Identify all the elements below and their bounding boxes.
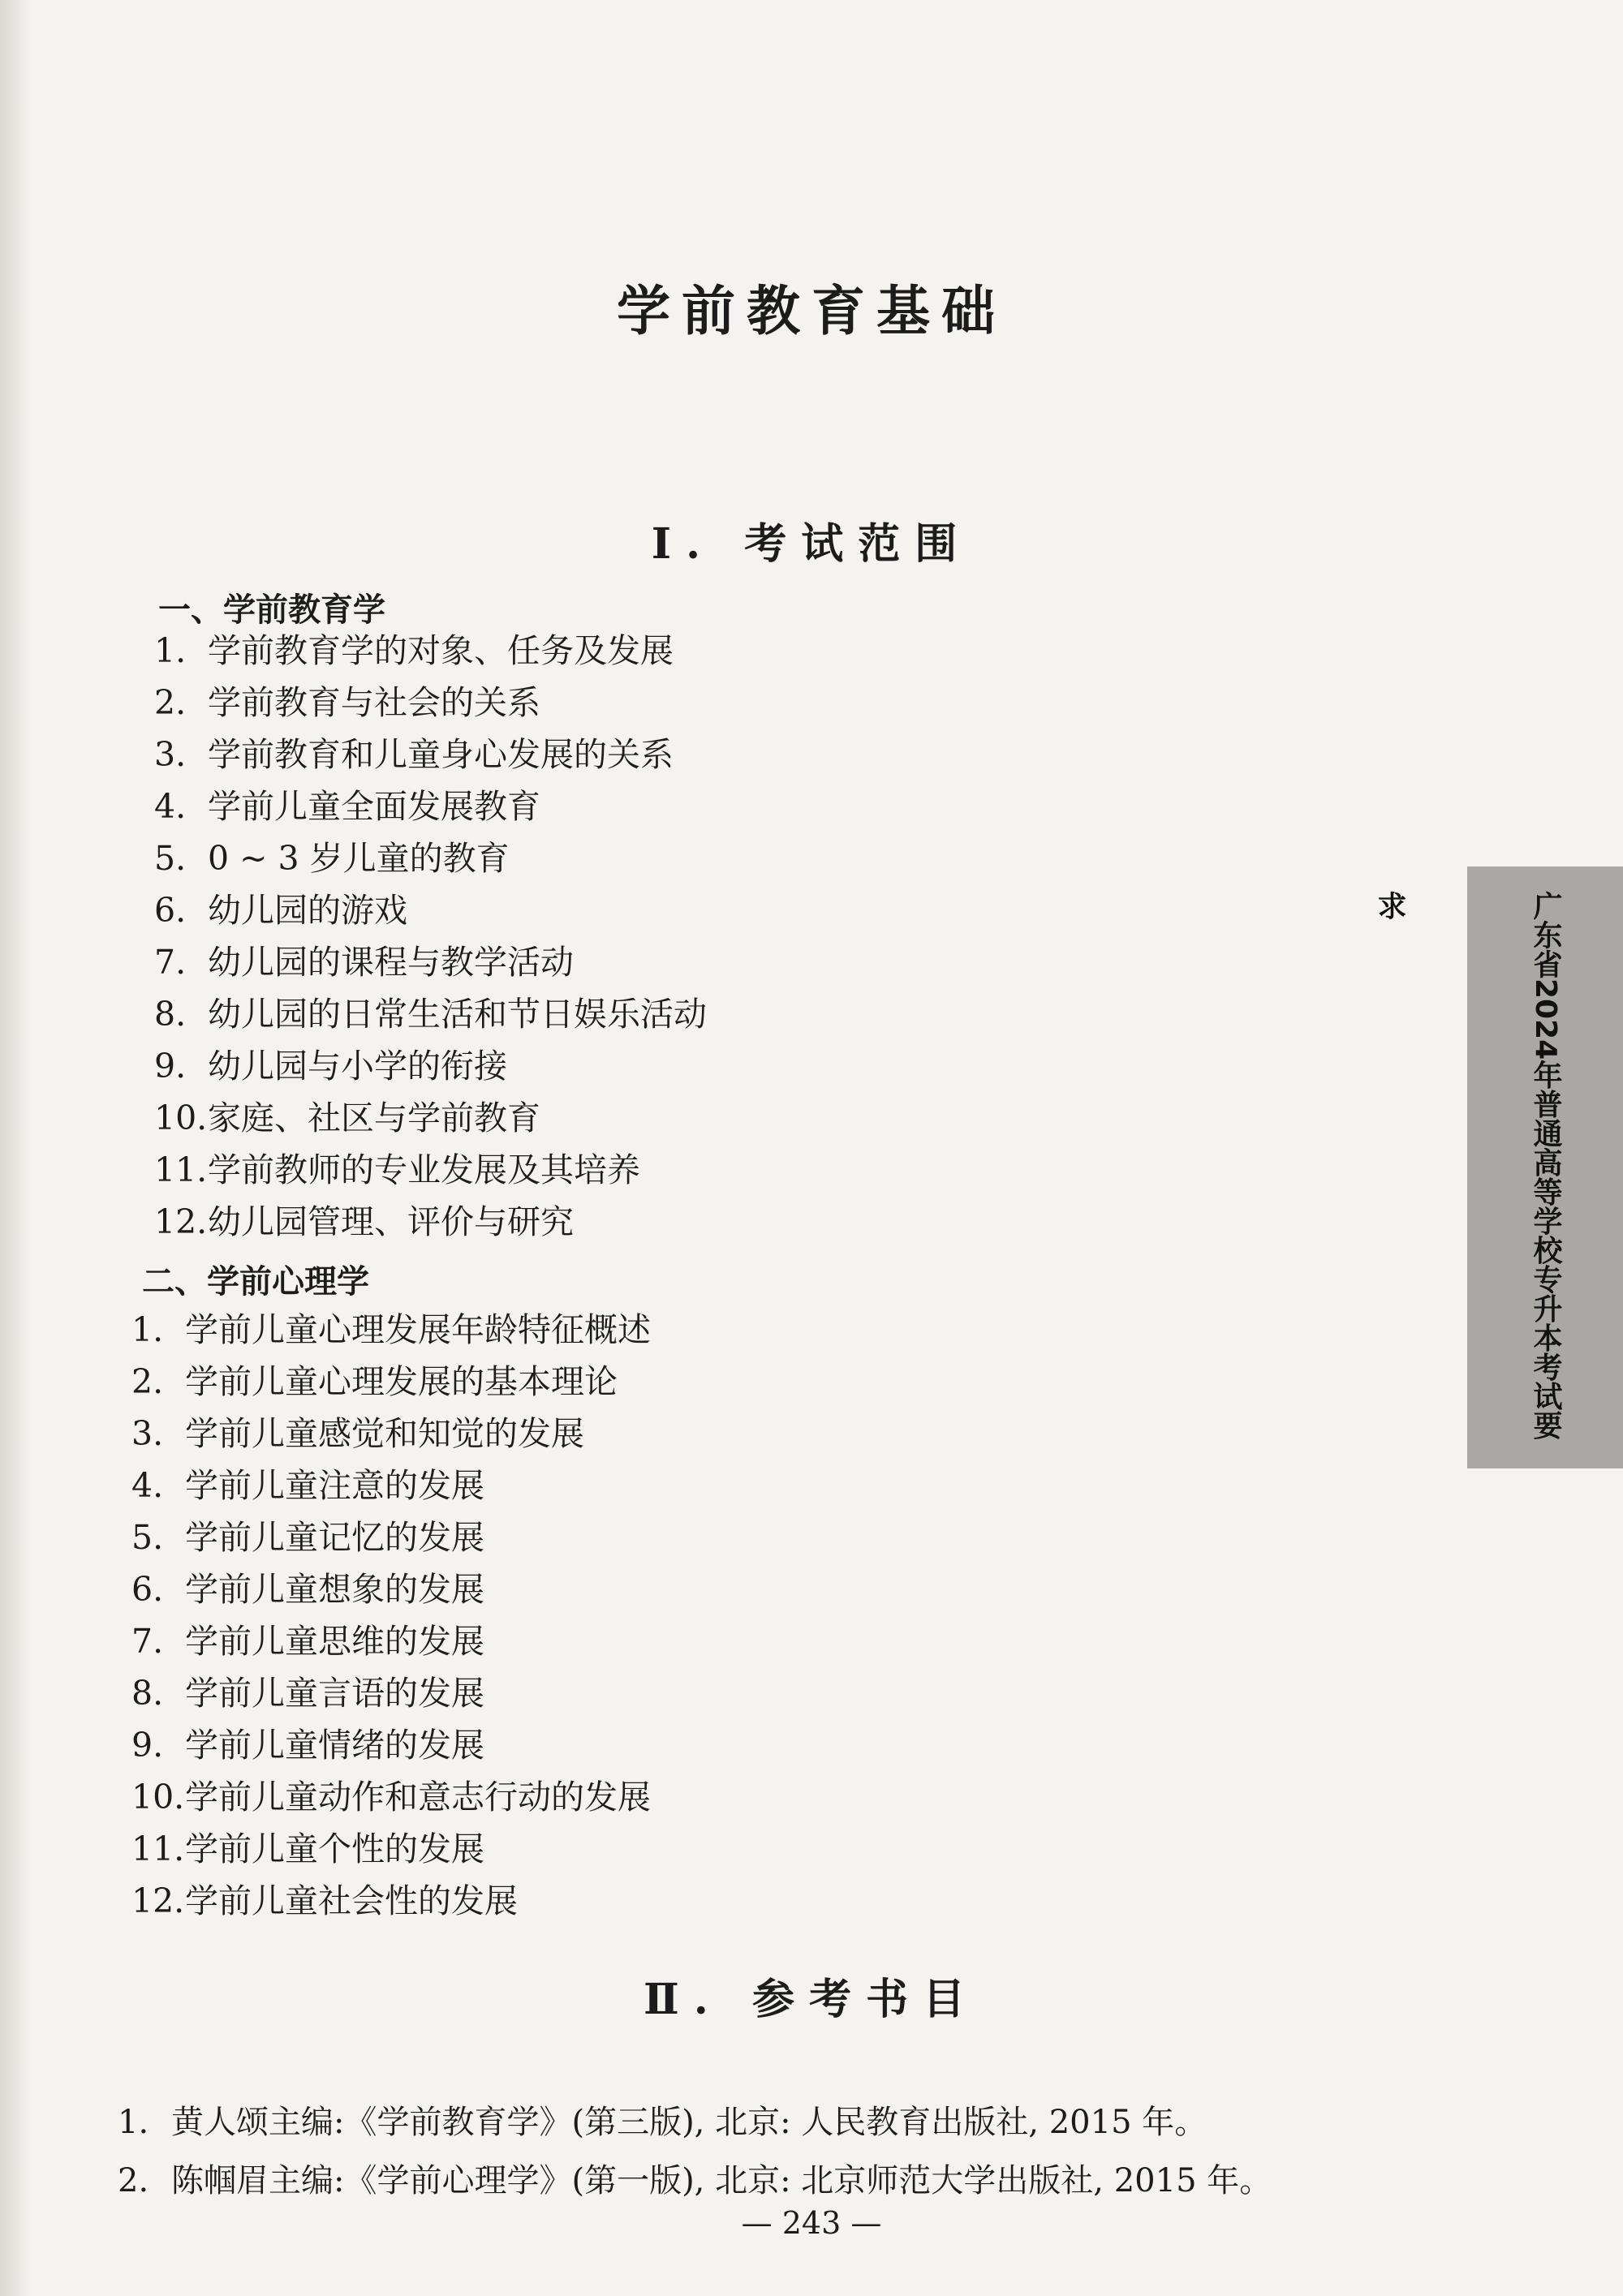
item-text: 学前儿童言语的发展 xyxy=(185,1674,484,1713)
section-heading-exam-scope: Ⅰ. 考试范围 xyxy=(651,519,972,569)
item-number: 6. xyxy=(154,891,187,930)
item-number: 10. xyxy=(131,1778,185,1817)
item-number: 4. xyxy=(154,787,187,826)
item-text: 学前儿童心理发展的基本理论 xyxy=(185,1362,618,1401)
item-number: 1. xyxy=(131,1310,164,1349)
list-item xyxy=(154,1196,707,1248)
item-number: 7. xyxy=(154,943,187,982)
item-number: 11. xyxy=(154,1150,208,1189)
item-text: 学前儿童注意的发展 xyxy=(185,1466,484,1505)
list-item xyxy=(154,780,707,832)
item-number: 3. xyxy=(154,735,187,774)
item-number: 8. xyxy=(131,1674,164,1713)
item-number: 12. xyxy=(154,1202,208,1241)
list-item xyxy=(131,1304,651,1356)
list-item xyxy=(131,1667,651,1719)
item-number: 10. xyxy=(154,1099,208,1137)
document-title: 学前教育基础 xyxy=(617,279,1006,342)
list-item xyxy=(154,1040,707,1092)
item-number: 5. xyxy=(131,1518,164,1557)
list-item xyxy=(131,1719,651,1771)
list-item xyxy=(118,2152,1272,2210)
item-number: 5. xyxy=(154,839,187,878)
list-item xyxy=(154,1092,707,1144)
item-text: 家庭、社区与学前教育 xyxy=(208,1099,540,1137)
list-item xyxy=(154,936,707,988)
item-number: 12. xyxy=(131,1881,185,1920)
list-item xyxy=(131,1563,651,1615)
item-text: 学前儿童感觉和知觉的发展 xyxy=(185,1414,584,1453)
side-thumb-tab xyxy=(1373,866,1623,1468)
list-item xyxy=(131,1408,651,1460)
section-heading-reference-books: Ⅱ. 参考书目 xyxy=(643,1975,980,2024)
item-number: 2. xyxy=(131,1362,164,1401)
item-number: 2. xyxy=(118,2162,149,2199)
side-tab-label: 广东省2024年普通高等学校专升本考试要求 xyxy=(1373,891,1562,1440)
item-text: 学前儿童情绪的发展 xyxy=(185,1726,484,1765)
list-item xyxy=(131,1771,651,1823)
item-text: 学前儿童个性的发展 xyxy=(185,1829,484,1868)
item-number: 1. xyxy=(154,631,187,670)
item-text: 学前教育与社会的关系 xyxy=(208,683,540,722)
list-item xyxy=(131,1615,651,1667)
item-number: 9. xyxy=(154,1047,187,1086)
item-number: 3. xyxy=(131,1414,164,1453)
item-text: 幼儿园的日常生活和节日娱乐活动 xyxy=(208,995,707,1034)
item-text: 学前儿童记忆的发展 xyxy=(185,1518,484,1557)
part-heading-preschool-psychology: 二、学前心理学 xyxy=(142,1263,369,1301)
item-number: 4. xyxy=(131,1466,164,1505)
item-text: 学前教育学的对象、任务及发展 xyxy=(208,631,674,670)
item-text: 0 ~ 3 岁儿童的教育 xyxy=(208,839,510,878)
topic-list-preschool-education xyxy=(154,625,707,1248)
item-text: 幼儿园的游戏 xyxy=(208,891,407,930)
list-item xyxy=(131,1875,651,1927)
list-item xyxy=(154,1144,707,1196)
item-text: 学前儿童心理发展年龄特征概述 xyxy=(185,1310,651,1349)
page-number: — 243 — xyxy=(741,2205,882,2241)
list-item xyxy=(131,1511,651,1563)
topic-list-preschool-psychology xyxy=(131,1304,651,1927)
item-number: 9. xyxy=(131,1726,164,1765)
list-item xyxy=(154,729,707,780)
item-text: 幼儿园的课程与教学活动 xyxy=(208,943,574,982)
item-text: 陈帼眉主编:《学前心理学》(第一版), 北京: 北京师范大学出版社, 2015 年。 xyxy=(171,2162,1272,2199)
item-number: 7. xyxy=(131,1622,164,1661)
item-text: 学前儿童想象的发展 xyxy=(185,1570,484,1609)
reference-list xyxy=(118,2093,1272,2210)
item-text: 学前儿童全面发展教育 xyxy=(208,787,540,826)
item-text: 幼儿园管理、评价与研究 xyxy=(208,1202,574,1241)
item-number: 11. xyxy=(131,1829,185,1868)
item-text: 学前儿童思维的发展 xyxy=(185,1622,484,1661)
item-number: 8. xyxy=(154,995,187,1034)
list-item xyxy=(131,1823,651,1875)
item-text: 学前儿童动作和意志行动的发展 xyxy=(185,1778,651,1817)
list-item xyxy=(154,677,707,729)
item-text: 黄人颂主编:《学前教育学》(第三版), 北京: 人民教育出版社, 2015 年。 xyxy=(171,2104,1208,2141)
list-item xyxy=(154,988,707,1040)
item-number: 2. xyxy=(154,683,187,722)
list-item xyxy=(154,832,707,884)
item-text: 学前教师的专业发展及其培养 xyxy=(208,1150,640,1189)
part-heading-preschool-education: 一、学前教育学 xyxy=(158,591,385,629)
list-item xyxy=(154,884,707,936)
list-item xyxy=(131,1356,651,1408)
item-text: 学前教育和儿童身心发展的关系 xyxy=(208,735,674,774)
item-text: 学前儿童社会性的发展 xyxy=(185,1881,518,1920)
item-text: 幼儿园与小学的衔接 xyxy=(208,1047,507,1086)
list-item xyxy=(154,625,707,677)
item-number: 6. xyxy=(131,1570,164,1609)
list-item xyxy=(131,1460,651,1511)
list-item xyxy=(118,2093,1272,2152)
item-number: 1. xyxy=(118,2104,149,2141)
